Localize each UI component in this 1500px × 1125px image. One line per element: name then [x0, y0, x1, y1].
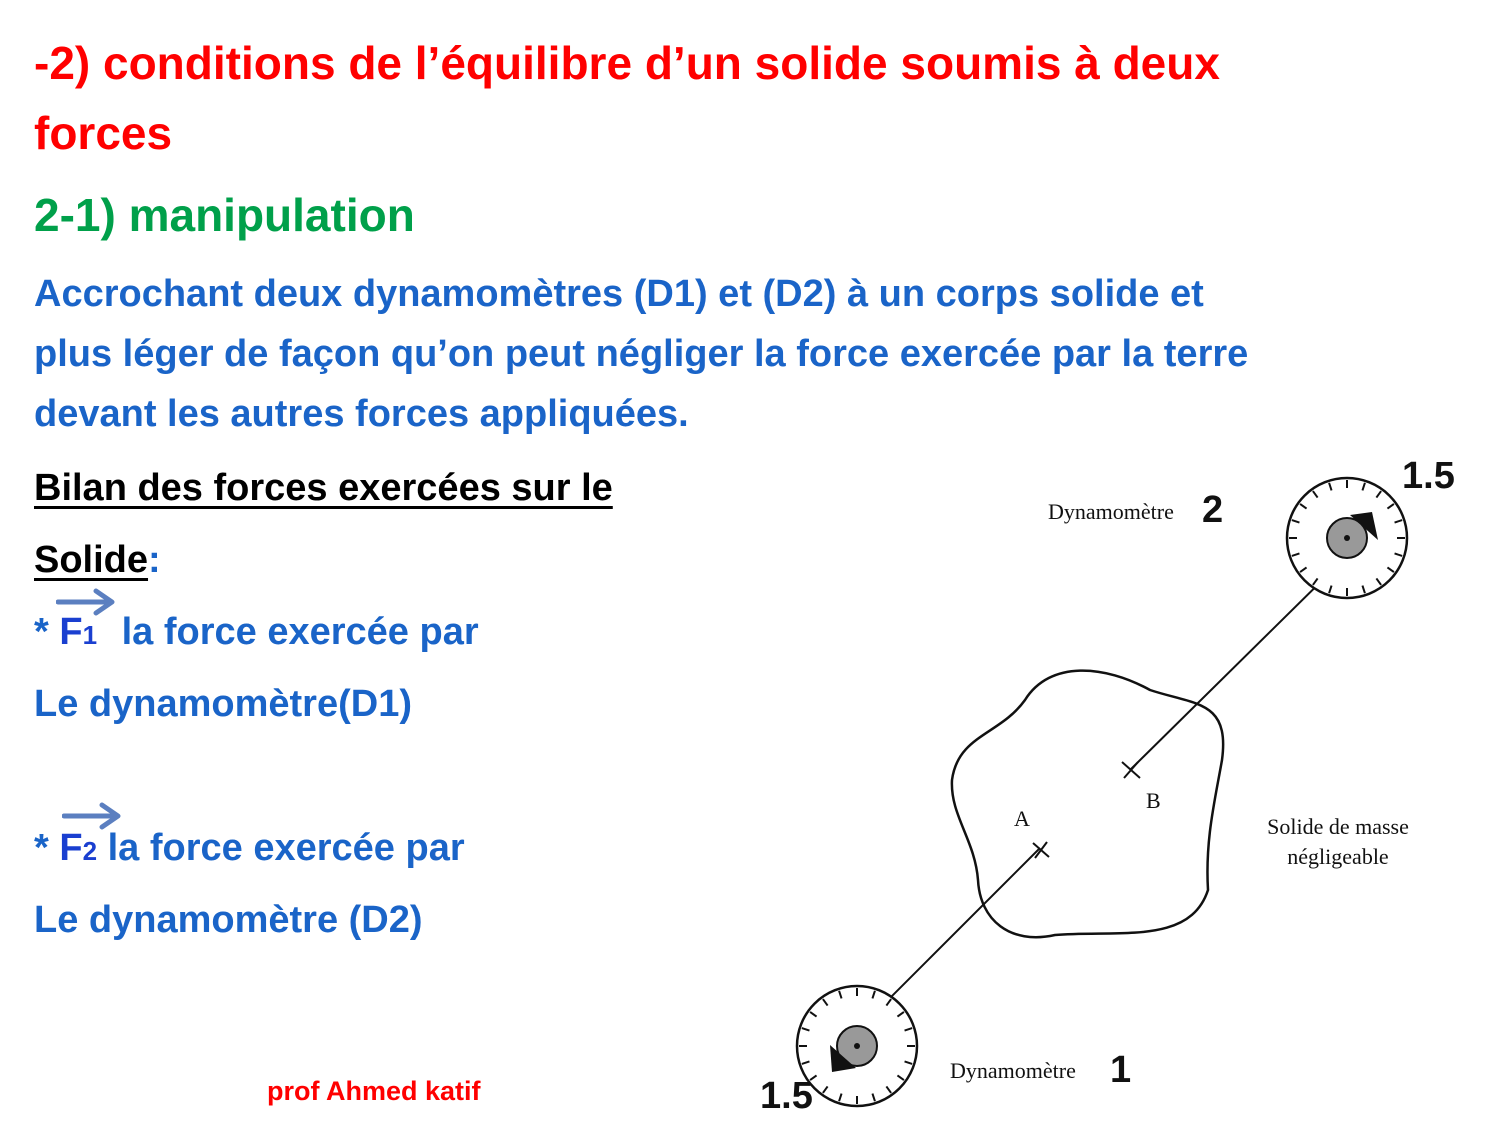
force-2-text: la force exercée par	[107, 827, 465, 869]
dyn1-reading: 1.5	[760, 1075, 813, 1117]
force-2-index: 2	[82, 836, 98, 866]
paragraph-line-3: devant les autres forces appliquées.	[34, 393, 689, 435]
force-1-index: 1	[82, 620, 98, 650]
solid-label-line-1: Solide de masse	[1267, 814, 1409, 839]
dyn2-number: 2	[1202, 489, 1224, 531]
point-a-marker	[1033, 842, 1049, 858]
bilan-heading: Bilan des forces exercées sur le	[34, 467, 613, 509]
force-2-star: *	[34, 827, 49, 869]
force-1-star: *	[34, 611, 49, 653]
paragraph-line-1: Accrochant deux dynamomètres (D1) et (D2) à un corps solide et	[34, 273, 1204, 315]
point-b-marker	[1122, 762, 1140, 778]
section-subtitle: 2-1) manipulation	[34, 189, 415, 241]
solide-word: Solide	[34, 539, 149, 581]
solid-label-line-2: négligeable	[1287, 844, 1389, 869]
dyn2-label: Dynamomètre	[1048, 499, 1174, 524]
paragraph-line-2: plus léger de façon qu’on peut négliger la force exercée par la terre	[34, 333, 1249, 375]
solide-colon: :	[148, 539, 161, 581]
force-2-source: Le dynamomètre (D2)	[34, 899, 423, 941]
force-1-line	[34, 602, 479, 665]
dynamometer-1	[797, 986, 917, 1106]
point-a-label: A	[1014, 806, 1030, 831]
point-b-label: B	[1146, 788, 1161, 813]
force-2-symbol: F	[59, 827, 83, 869]
dynamometer-2	[1287, 478, 1407, 598]
page-title-line-1: -2) conditions de l’équilibre d’un solide soumis à deux	[34, 37, 1220, 89]
dyn2-reading: 1.5	[1402, 455, 1455, 497]
solid-body	[952, 671, 1223, 938]
page-title-line-2: forces	[34, 107, 173, 159]
bilan-heading-line-2	[34, 530, 161, 590]
force-1-text: la force exercée par	[121, 611, 479, 653]
author-credit: prof Ahmed katif	[267, 1076, 481, 1106]
force-2-line	[34, 818, 465, 881]
equilibrium-diagram	[740, 440, 1480, 1120]
dyn1-number: 1	[1110, 1049, 1132, 1091]
dyn1-label: Dynamomètre	[950, 1058, 1076, 1083]
force-1-symbol: F	[59, 611, 83, 653]
force-1-source: Le dynamomètre(D1)	[34, 683, 412, 725]
